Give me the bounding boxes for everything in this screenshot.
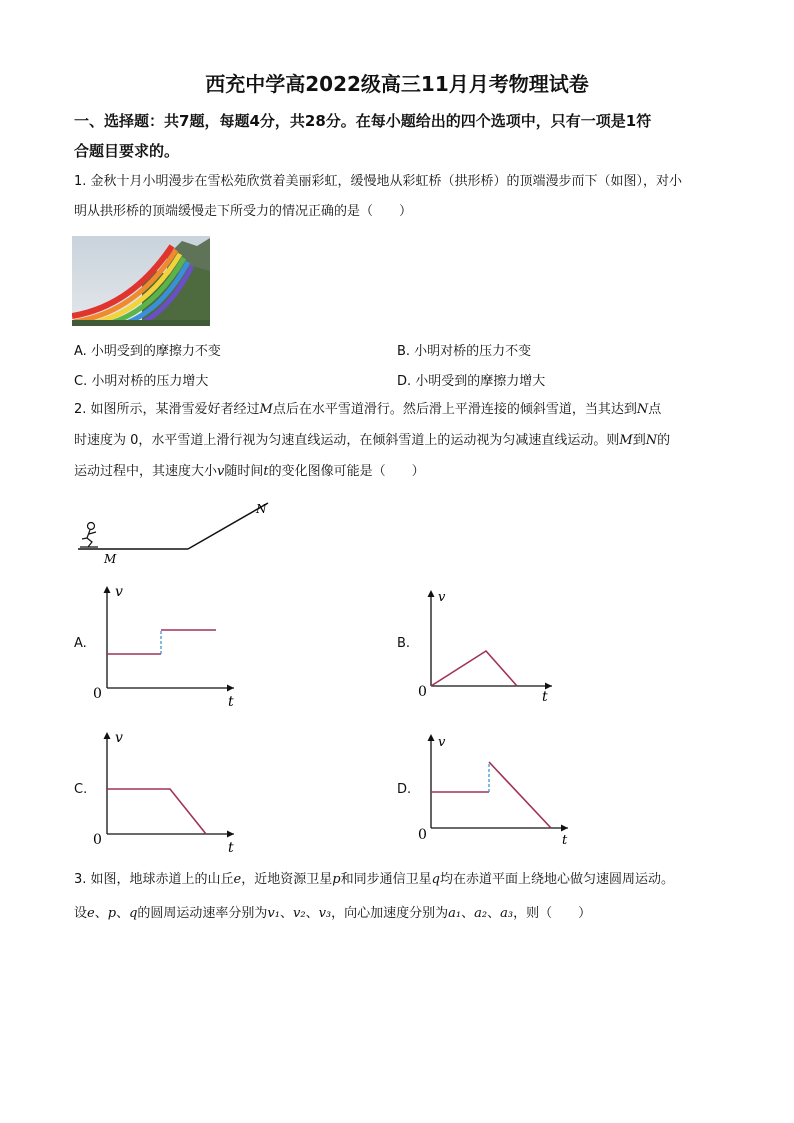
graph-a-t-label: t bbox=[228, 694, 234, 710]
graph-b-origin: 0 bbox=[418, 684, 427, 700]
section-heading-line1: 一、选择题：共7题，每题4分，共28分。在每小题给出的四个选项中，只有一项是1符 bbox=[74, 112, 652, 130]
label-m: M bbox=[104, 552, 117, 566]
graph-c-v-label: v bbox=[115, 730, 123, 746]
q1-stem-line2: 明从拱形桥的顶端缓慢走下所受力的情况正确的是（ ） bbox=[74, 204, 413, 219]
graph-a bbox=[88, 580, 248, 710]
q1-stem-line1: 1. 金秋十月小明漫步在雪松苑欣赏着美丽彩虹，缓慢地从彩虹桥（拱形桥）的顶端漫步而下（如图），对小 bbox=[74, 174, 683, 189]
skier-icon bbox=[80, 523, 98, 548]
q2-stem-line2: 时速度为 0，水平雪道上滑行视为匀速直线运动，在倾斜雪道上的运动视为匀减速直线运动。则M到N的 bbox=[74, 433, 671, 448]
graph-a-v-arrow bbox=[104, 586, 111, 593]
q1-option-d: D. 小明受到的摩擦力增大 bbox=[397, 374, 546, 389]
section-heading-line2: 合题目要求的。 bbox=[74, 142, 180, 160]
graph-b-v-arrow bbox=[428, 590, 435, 597]
graph-a-t-arrow bbox=[227, 685, 234, 692]
q1-option-c: C. 小明对桥的压力增大 bbox=[74, 374, 209, 389]
graph-d-option: D. bbox=[397, 782, 412, 797]
graph-d-v-arrow bbox=[428, 734, 435, 741]
graph-b-t-label: t bbox=[542, 689, 548, 705]
q2-stem-line3: 运动过程中，其速度大小v随时间t的变化图像可能是（ ） bbox=[74, 464, 425, 479]
q3-stem-line2: 设e、p、q的圆周运动速率分别为v₁、v₂、v₃，向心加速度分别为a₁、a₂、a₃，则（ ） bbox=[74, 906, 592, 921]
graph-c bbox=[88, 726, 248, 856]
q1-option-b: B. 小明对桥的压力不变 bbox=[397, 344, 532, 359]
graph-b-line bbox=[431, 651, 517, 686]
q2-stem-line1: 2. 如图所示，某滑雪爱好者经过M点后在水平雪道滑行。然后滑上平滑连接的倾斜雪道，当其达到N点 bbox=[74, 402, 662, 417]
graph-d-t-label: t bbox=[562, 833, 568, 848]
graph-c-t-arrow bbox=[227, 831, 234, 838]
graph-d-segment-2 bbox=[489, 762, 551, 828]
graph-c-t-label: t bbox=[228, 840, 234, 856]
rainbow-bridge-photo bbox=[72, 236, 210, 326]
graph-a-origin: 0 bbox=[93, 686, 102, 702]
graph-b-v-label: v bbox=[438, 590, 446, 605]
graph-c-v-arrow bbox=[104, 732, 111, 739]
graph-b-option: B. bbox=[397, 636, 411, 651]
graph-c-line bbox=[107, 789, 206, 834]
graph-a-v-label: v bbox=[115, 584, 123, 600]
page-title: 西充中学高2022级高三11月月考物理试卷 bbox=[205, 72, 589, 96]
graph-d bbox=[412, 726, 572, 856]
ski-slope-diagram bbox=[70, 495, 290, 570]
graph-c-origin: 0 bbox=[93, 832, 102, 848]
graph-d-t-arrow bbox=[561, 825, 568, 832]
label-n: N bbox=[256, 502, 267, 516]
graph-a-option: A. bbox=[74, 636, 87, 651]
graph-d-origin: 0 bbox=[418, 827, 427, 843]
graph-c-option: C. bbox=[74, 782, 88, 797]
graph-d-v-label: v bbox=[438, 735, 446, 750]
graph-b bbox=[412, 580, 572, 710]
q1-option-a: A. 小明受到的摩擦力不变 bbox=[74, 344, 221, 359]
q3-stem-line1: 3. 如图，地球赤道上的山丘e，近地资源卫星p和同步通信卫星q均在赤道平面上绕地心做匀速圆周运动。 bbox=[74, 872, 674, 887]
